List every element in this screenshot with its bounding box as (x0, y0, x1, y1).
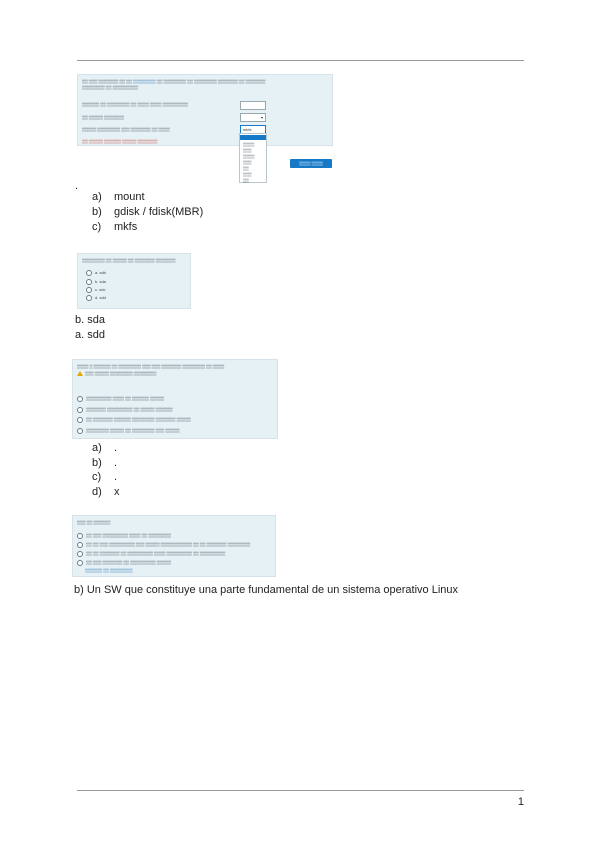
dropdown-option-2[interactable]: ▒▒▒▒ (243, 154, 255, 159)
screenshot-partition-question (77, 74, 333, 146)
dropdown-option-6[interactable]: ▒▒ (243, 178, 249, 183)
header-rule (77, 60, 524, 61)
radio-icon (77, 417, 83, 423)
answer-b-sda: b. sda (75, 314, 105, 326)
chevron-down-icon: ▾ (260, 115, 263, 120)
dropdown-option-5[interactable]: ▒▒▒ (243, 172, 252, 177)
kernel-option-b[interactable]: ▒▒ ▒▒ ▒▒▒ ▒▒▒▒▒▒▒▒▒ ▒▒▒ ▒▒▒▒▒ ▒▒▒▒▒▒▒▒▒▒▒ ▒▒ ▒▒ ▒▒▒▒▒▒▒ ▒▒▒▒▒▒▒▒ (77, 542, 250, 548)
disk-option-d[interactable]: d. sdd (86, 295, 106, 301)
dropdown-option-4[interactable]: ▒▒ (243, 166, 249, 171)
radio-icon (86, 270, 92, 276)
question-text-line-2: ▒▒▒▒▒▒▒▒ ▒▒ ▒▒▒▒▒▒▒▒▒ (82, 85, 139, 90)
dropdown-option-1[interactable]: ▒▒▒ (243, 148, 252, 153)
screenshot-format-question (72, 359, 278, 439)
radio-icon (77, 533, 83, 539)
radio-icon (77, 407, 83, 413)
screenshot-disk-question (77, 253, 191, 309)
answer-list-1-item-c: c) mkfs (92, 221, 138, 233)
radio-icon (77, 560, 83, 566)
dropdown-option-3[interactable]: ▒▒▒ (243, 160, 252, 165)
step-3-text: ▒▒▒▒▒ ▒▒▒▒▒▒▒▒ ▒▒▒ ▒▒▒▒▒▒▒ ▒▒ ▒▒▒▒ (82, 127, 170, 132)
answer-a-sdd: a. sdd (75, 329, 105, 341)
kernel-option-c[interactable]: ▒▒ ▒▒ ▒▒▒▒▒▒▒ ▒▒ ▒▒▒▒▒▒▒▒▒ ▒▒▒▒ ▒▒▒▒▒▒▒▒▒ ▒▒ ▒▒▒▒▒▒▒▒▒ (77, 551, 225, 557)
step-2-text: ▒▒ ▒▒▒▒▒ ▒▒▒▒▒▒▒ (82, 115, 124, 120)
radio-icon (77, 396, 83, 402)
answer-list-3-item-a: a) . (92, 442, 118, 454)
format-option-2[interactable]: ▒▒▒▒▒▒▒ ▒▒▒▒▒▒▒▒▒ ▒▒ ▒▒▒▒▒ ▒▒▒▒▒▒ (77, 407, 173, 413)
radio-icon (86, 279, 92, 285)
answer-kernel: b) Un SW que constituye una parte fundamental de un sistema operativo Linux (74, 584, 459, 596)
dropdown-option-placeholder[interactable]: ▒▒▒▒ (243, 142, 255, 147)
answer-list-1-item-b: b) gdisk / fdisk(MBR) (92, 206, 204, 218)
radio-icon (86, 295, 92, 301)
disk-option-a[interactable]: a. sdb (86, 270, 106, 276)
screenshot-kernel-question (72, 515, 276, 577)
open-dropdown-list[interactable] (239, 133, 267, 183)
radio-icon (77, 542, 83, 548)
footer-rule (77, 790, 524, 791)
error-text: ▒▒ ▒▒▒▒▒ ▒▒▒▒▒▒ ▒▒▒▒▒ ▒▒▒▒▒▒▒ (82, 139, 158, 144)
answer-list-3-item-b: b) . (92, 457, 118, 469)
selected-value: mkfs (243, 127, 252, 132)
dropdown-highlight (240, 135, 266, 140)
kernel-option-d[interactable]: ▒▒ ▒▒▒ ▒▒▒▒▒▒▒ ▒▒ ▒▒▒▒▒▒▒▒▒ ▒▒▒▒▒ (77, 560, 171, 566)
warning-icon (77, 371, 83, 376)
select-step-2[interactable] (240, 113, 266, 122)
radio-icon (77, 428, 83, 434)
radio-icon (77, 551, 83, 557)
clear-choice-link[interactable]: ▒▒▒▒▒▒ ▒▒ ▒▒▒▒▒▒▒▒ (85, 568, 133, 573)
kernel-question-text: ▒▒▒ ▒▒ ▒▒▒▒▒▒ (77, 520, 111, 525)
answer-list-3-item-c: c) . (92, 471, 118, 483)
submit-button[interactable]: ▒▒▒▒ ▒▒▒▒ (290, 159, 332, 168)
format-option-3[interactable]: ▒▒ ▒▒▒▒▒▒▒ ▒▒▒▒▒▒ ▒▒▒▒▒▒▒▒ ▒▒▒▒▒▒▒ ▒▒▒▒▒ (77, 417, 191, 423)
page-number: 1 (517, 796, 524, 808)
answer-list-3-item-d: d) x (92, 486, 120, 498)
question-text-line-1: ▒▒ ▒▒▒ ▒▒▒▒▒▒▒ ▒▒ ▒▒ ▒▒▒▒▒▒▒▒ ▒▒ ▒▒▒▒▒▒▒▒ ▒▒ ▒▒▒▒▒▒▒▒ ▒▒▒▒▒▒▒ ▒▒ ▒▒▒▒▒▒▒ (82, 79, 266, 84)
radio-icon (86, 287, 92, 293)
step-1-text: ▒▒▒▒▒▒ ▒▒ ▒▒▒▒▒▒▒▒ ▒▒ ▒▒▒▒ ▒▒▒▒ ▒▒▒▒▒▒▒▒▒ (82, 102, 188, 107)
kernel-option-a[interactable]: ▒▒ ▒▒▒ ▒▒▒▒▒▒▒▒▒ ▒▒▒▒ ▒▒ ▒▒▒▒▒▒▒▒ (77, 533, 171, 539)
disk-option-b[interactable]: b. sda (86, 279, 106, 285)
format-option-1[interactable]: ▒▒▒▒▒▒▒▒▒ ▒▒▒▒ ▒▒ ▒▒▒▒▒▒ ▒▒▒▒▒ (77, 396, 164, 402)
answer-list-1-item-a: a) mount (92, 191, 145, 203)
format-question-text: ▒▒▒▒ ▒ ▒▒▒▒▒▒ ▒▒ ▒▒▒▒▒▒▒▒ ▒▒▒ ▒▒▒ ▒▒▒▒▒▒▒ ▒▒▒▒▒▒▒▒ ▒▒ ▒▒▒▒ (77, 364, 225, 369)
disk-question-text: ▒▒▒▒▒▒▒▒ ▒▒ ▒▒▒▒▒ ▒▒ ▒▒▒▒▒▒▒ ▒▒▒▒▒▒▒ (82, 258, 176, 263)
format-warning: ▒▒▒ ▒▒▒▒▒ ▒▒▒▒▒▒▒▒ ▒▒▒▒▒▒▒▒ (77, 371, 156, 376)
bullet-dot: . (75, 180, 79, 192)
format-option-4[interactable]: ▒▒▒▒▒▒▒▒ ▒▒▒▒▒ ▒▒ ▒▒▒▒▒▒▒▒ ▒▒▒ ▒▒▒▒▒ (77, 428, 179, 434)
disk-option-c[interactable]: c. sdc (86, 287, 105, 293)
select-step-1[interactable] (240, 101, 266, 110)
